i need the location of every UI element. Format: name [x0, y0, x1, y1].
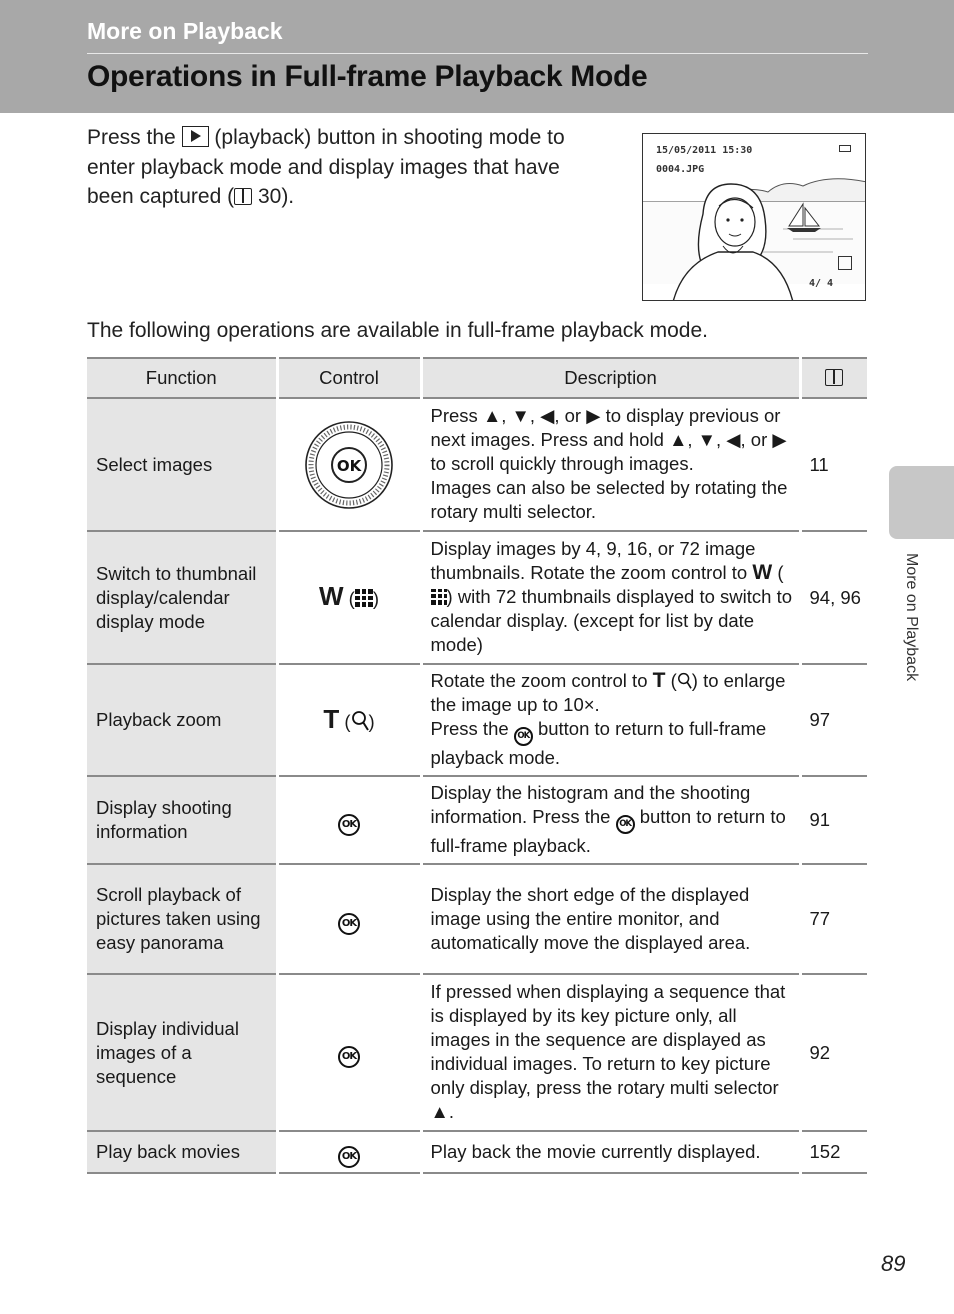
reference-cell: 152 [800, 1131, 867, 1173]
reference-cell: 97 [800, 664, 867, 776]
osd-frame-counter: 4/ 4 [809, 278, 834, 289]
table-row [87, 531, 867, 664]
intro-paragraph: Press the (playback) button in shooting mode to enter playback mode and display images that have been captured ( 30). [87, 126, 565, 208]
header-control: Control [277, 358, 421, 398]
table-row [87, 398, 867, 531]
header-divider [87, 53, 868, 54]
left-arrow-icon: ◀ [540, 405, 555, 426]
table-row [87, 1131, 867, 1173]
ok-button-icon: OK [338, 1046, 360, 1068]
control-cell [277, 974, 421, 1131]
thumbnail-grid-icon [355, 589, 373, 607]
operations-intro: The following operations are available in full-frame playback mode. [87, 319, 708, 342]
control-cell [277, 1131, 421, 1173]
reference-cell: 92 [800, 974, 867, 1131]
function-cell: Switch to thumbnail display/calendar display mode [87, 531, 277, 664]
function-cell: Playback zoom [87, 664, 277, 776]
control-cell [277, 398, 421, 531]
table-row [87, 776, 867, 864]
reference-book-icon [825, 369, 843, 386]
playback-button-icon [182, 126, 209, 147]
description-cell: Rotate the zoom control to T ( ) to enlarge the image up to 10×. Press the OK button to return to full-frame playback mode. [421, 664, 800, 776]
down-arrow-icon: ▼ [697, 429, 716, 450]
ok-label: OK [336, 456, 362, 475]
magnifier-icon [351, 710, 369, 732]
description-cell: Display the histogram and the shooting information. Press the OK button to return to full-frame playback. [421, 776, 800, 864]
section-title: More on Playback [87, 18, 283, 44]
playback-scene-illustration [643, 134, 866, 301]
battery-icon [839, 145, 851, 152]
function-cell: Display shooting information [87, 776, 277, 864]
osd-filename: 0004.JPG [656, 164, 705, 175]
table-row [87, 864, 867, 974]
operations-table [87, 357, 867, 1174]
header-description: Description [421, 358, 800, 398]
zoom-t-icon: T [652, 669, 666, 692]
reference-cell: 94, 96 [800, 531, 867, 664]
page-number: 89 [881, 1251, 906, 1276]
thumbnail-grid-icon [431, 589, 447, 605]
up-arrow-icon: ▲ [482, 405, 502, 426]
reference-cell: 11 [800, 398, 867, 531]
magnifier-icon [677, 672, 692, 690]
table-row [87, 974, 867, 1131]
right-arrow-icon: ▶ [772, 429, 787, 450]
image-size-icon [838, 256, 852, 270]
header-bar [0, 0, 954, 113]
zoom-w-icon: W [752, 561, 773, 584]
ok-button-icon: OK [338, 814, 360, 836]
zoom-t-icon: T [323, 703, 340, 734]
up-arrow-icon: ▲ [430, 1101, 449, 1122]
page-title: Operations in Full-frame Playback Mode [87, 60, 648, 93]
function-cell: Display individual images of a sequence [87, 974, 277, 1131]
control-cell: W ( ) [277, 531, 421, 664]
left-arrow-icon: ◀ [726, 429, 741, 450]
control-cell [277, 776, 421, 864]
camera-monitor-illustration [642, 133, 866, 301]
function-cell: Select images [87, 398, 277, 531]
up-arrow-icon: ▲ [669, 429, 688, 450]
rotary-multi-selector-icon [303, 419, 395, 511]
table-row [87, 664, 867, 776]
header-function: Function [87, 358, 277, 398]
description-cell: Play back the movie currently displayed. [421, 1131, 800, 1173]
ok-button-icon: OK [514, 727, 533, 746]
control-cell [277, 864, 421, 974]
reference-cell: 77 [800, 864, 867, 974]
header-reference [800, 358, 867, 398]
control-cell: T ( ) [277, 664, 421, 776]
table-header-row [87, 358, 867, 398]
zoom-w-icon: W [318, 581, 344, 611]
down-arrow-icon: ▼ [511, 405, 530, 426]
description-cell: Display the short edge of the displayed image using the entire monitor, and automatically move the displayed area. [421, 864, 800, 974]
reference-cell: 91 [800, 776, 867, 864]
description-cell: If pressed when displaying a sequence that is displayed by its key picture only, all images in the sequence are displayed as individual images. To return to key picture only display, press the rotary multi selector ▲. [421, 974, 800, 1131]
ok-button-icon: OK [616, 815, 635, 834]
function-cell: Scroll playback of pictures taken using easy panorama [87, 864, 277, 974]
function-cell: Play back movies [87, 1131, 277, 1173]
right-arrow-icon: ▶ [586, 405, 601, 426]
description-cell: Press ▲, ▼, ◀, or ▶ to display previous or next images. Press and hold ▲, ▼, ◀, or ▶ to scroll quickly through images. Images can also be selected by rotating the rotary multi selector. [421, 398, 800, 531]
reference-book-icon [234, 188, 252, 205]
chapter-tab [889, 466, 954, 539]
chapter-tab-label: More on Playback [903, 553, 920, 682]
ok-button-icon: OK [338, 913, 360, 935]
description-cell: Display images by 4, 9, 16, or 72 image thumbnails. Rotate the zoom control to W () with 72 thumbnails displayed to switch to calendar display. (except for list by date mode) [421, 531, 800, 664]
ok-button-icon: OK [338, 1146, 360, 1168]
osd-datetime: 15/05/2011 15:30 [656, 145, 753, 156]
